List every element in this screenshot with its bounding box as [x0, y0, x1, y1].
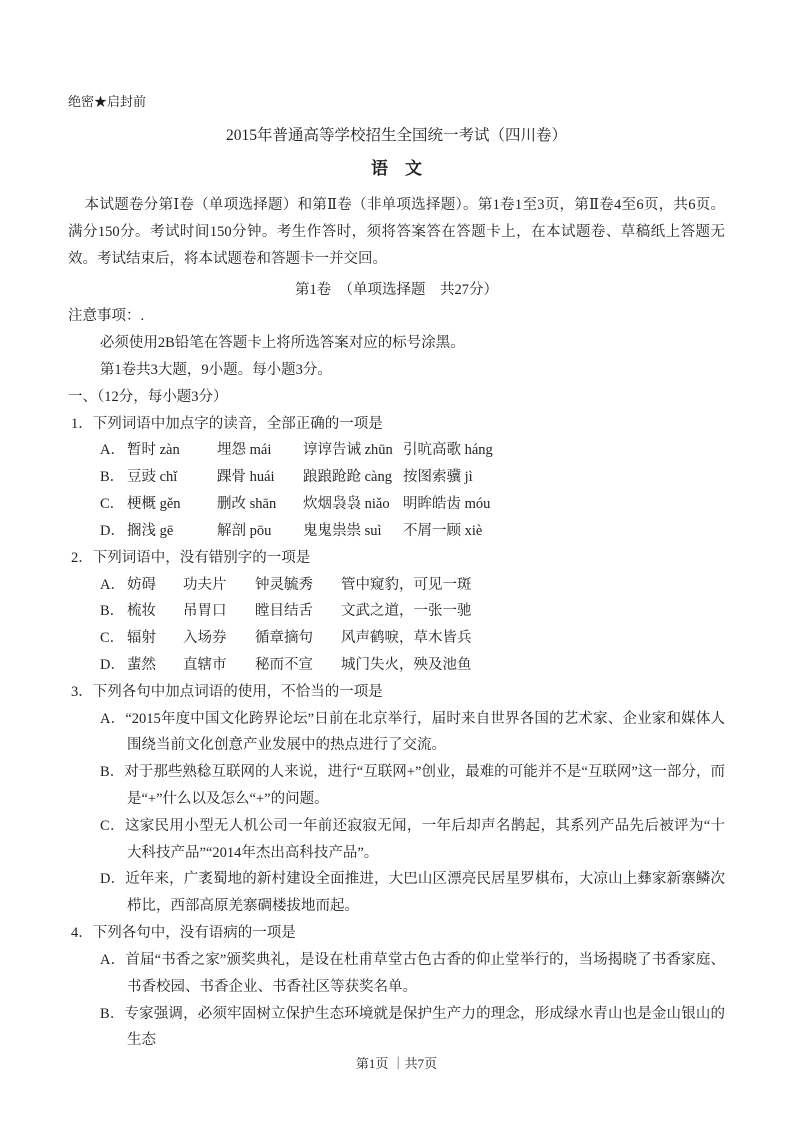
option-cell: 删改 shān: [217, 496, 277, 513]
option-label: B．: [100, 469, 125, 486]
question-2-option-b: [100, 598, 725, 625]
question-3: [68, 679, 725, 920]
option-label: D．: [100, 656, 125, 673]
question-4: [68, 920, 725, 1054]
subject-title: 语 文: [371, 158, 422, 178]
option-label: C．: [100, 630, 125, 647]
exam-title: 2015年普通高等学校招生全国统一考试（四川卷）: [225, 127, 567, 145]
option-cell: 管中窥豹，可见一斑: [341, 576, 472, 593]
question-2-option-d: [100, 652, 725, 679]
option-cell: 搁浅 gē: [127, 522, 174, 539]
option-cell: 引吭高歌 háng: [403, 442, 493, 459]
option-text: “2015年度中国文化跨界论坛”日前在北京举行，届时来自世界各国的艺术家、企业家和媒体人围绕当前文化创意产业发展中的热点进行了交流。: [125, 710, 725, 754]
question-1-option-c: [100, 491, 725, 518]
question-1-option-a: [100, 437, 725, 464]
option-label: A．: [100, 442, 125, 459]
option-cell: 蜚然: [127, 656, 156, 673]
question-4-option-b: [100, 1001, 725, 1055]
option-label: D．: [100, 871, 126, 888]
option-cell: 城门失火，殃及池鱼: [341, 656, 472, 673]
option-cell: 辐射: [127, 630, 156, 647]
option-label: A．: [100, 710, 126, 727]
question-3-option-a: [100, 706, 725, 760]
option-cell: 暂时 zàn: [127, 442, 180, 459]
option-cell: 踉踉跄跄 càng: [303, 469, 392, 486]
section-1-header: 第1卷 （单项选择题 共27分）: [295, 281, 498, 298]
option-cell: 秘而不宣: [255, 656, 313, 673]
option-label: A．: [100, 576, 125, 593]
question-3-option-b: [100, 759, 725, 813]
security-notice: 绝密★启封前: [68, 94, 147, 109]
question-1-option-d: [100, 518, 725, 545]
option-cell: 豆豉 chǐ: [127, 469, 178, 486]
option-label: B．: [100, 764, 125, 781]
option-cell: 功夫片: [183, 576, 227, 593]
option-cell: 解剖 pōu: [217, 522, 272, 539]
option-cell: 妨碍: [127, 576, 156, 593]
question-3-stem: 3．下列各句中加点词语的使用，不恰当的一项是: [71, 683, 383, 700]
question-1-stem: 1．下列词语中加点字的读音，全部正确的一项是: [71, 415, 383, 432]
option-cell: 炊烟袅袅 niǎo: [303, 496, 390, 513]
option-cell: 文武之道，一张一驰: [341, 603, 472, 620]
option-text: 专家强调，必须牢固树立保护生态环境就是保护生产力的理念，形成绿水青山也是金山银山的生态: [124, 1005, 726, 1049]
option-cell: 踝骨 huái: [217, 469, 275, 486]
question-2-stem: 2．下列词语中，没有错别字的一项是: [71, 549, 311, 566]
option-cell: 直辖市: [183, 656, 227, 673]
option-label: C．: [100, 817, 125, 834]
notice-item-2: 第1卷共3大题，9小题。每小题3分。: [99, 362, 332, 379]
option-cell: 明眸皓齿 móu: [403, 496, 491, 513]
question-2-option-a: [100, 572, 725, 599]
option-cell: 风声鹤唳，草木皆兵: [341, 630, 472, 647]
option-cell: 吊胃口: [183, 603, 227, 620]
option-label: B．: [100, 603, 125, 620]
question-1: [68, 411, 725, 545]
option-cell: 梳妆: [127, 603, 156, 620]
question-2: [68, 545, 725, 679]
option-cell: 梗概 gěn: [127, 496, 181, 513]
option-cell: 不屑一顾 xiè: [403, 522, 483, 539]
page-footer: 第1页 ｜共7页: [355, 1056, 438, 1071]
part-1-header: 一、（12分，每小题3分）: [68, 388, 228, 405]
option-cell: 瞠目结舌: [255, 603, 313, 620]
option-cell: 循章摘句: [255, 630, 313, 647]
notice-label: 注意事项：.: [68, 308, 145, 325]
option-cell: 鬼鬼祟祟 suì: [303, 522, 382, 539]
exam-intro: 本试题卷分第Ⅰ卷（单项选择题）和第Ⅱ卷（非单项选择题）。第1卷1至3页，第Ⅱ卷4至6页，共6页。满分150分。考试时间150分钟。考生作答时，须将答案答在答题卡上，在本试题卷、草稿纸上答题无效。考试结束后，将本试题卷和答题卡一并交回。: [68, 197, 725, 267]
option-label: C．: [100, 496, 125, 513]
option-text: 这家民用小型无人机公司一年前还寂寂无闻，一年后却声名鹊起，其系列产品先后被评为“十大科技产品”“2014年杰出高科技产品”。: [124, 817, 725, 861]
option-label: A．: [100, 951, 126, 968]
notice-item-1: 必须使用2B铅笔在答题卡上将所选答案对应的标号涂黑。: [99, 335, 465, 352]
option-label: B．: [100, 1005, 125, 1022]
question-4-option-a: [100, 947, 725, 1001]
option-text: 近年来，广袤蜀地的新村建设全面推进，大巴山区漂亮民居星罗棋布，大凉山上彝家新寨鳞次栉比，西部高原羌寨碉楼拔地而起。: [125, 871, 725, 915]
question-4-stem: 4．下列各句中，没有语病的一项是: [71, 925, 296, 942]
question-3-option-c: [100, 813, 725, 867]
option-label: D．: [100, 522, 125, 539]
option-cell: 按图索骥 jì: [403, 469, 473, 486]
question-3-option-d: [100, 866, 725, 920]
question-2-option-c: [100, 625, 725, 652]
option-text: 首届“书香之家”颁奖典礼，是设在杜甫草堂古色古香的仰止堂举行的，当场揭晓了书香家庭、书香校园、书香企业、书香社区等获奖名单。: [125, 951, 725, 995]
option-cell: 入场券: [183, 630, 227, 647]
option-cell: 埋怨 mái: [217, 442, 272, 459]
option-cell: 谆谆告诫 zhūn: [303, 442, 393, 459]
question-1-option-b: [100, 464, 725, 491]
option-text: 对于那些熟稔互联网的人来说，进行“互联网+”创业，最难的可能并不是“互联网”这一部分，而是“+”什么以及怎么“+”的问题。: [124, 764, 726, 808]
option-cell: 钟灵毓秀: [255, 576, 313, 593]
